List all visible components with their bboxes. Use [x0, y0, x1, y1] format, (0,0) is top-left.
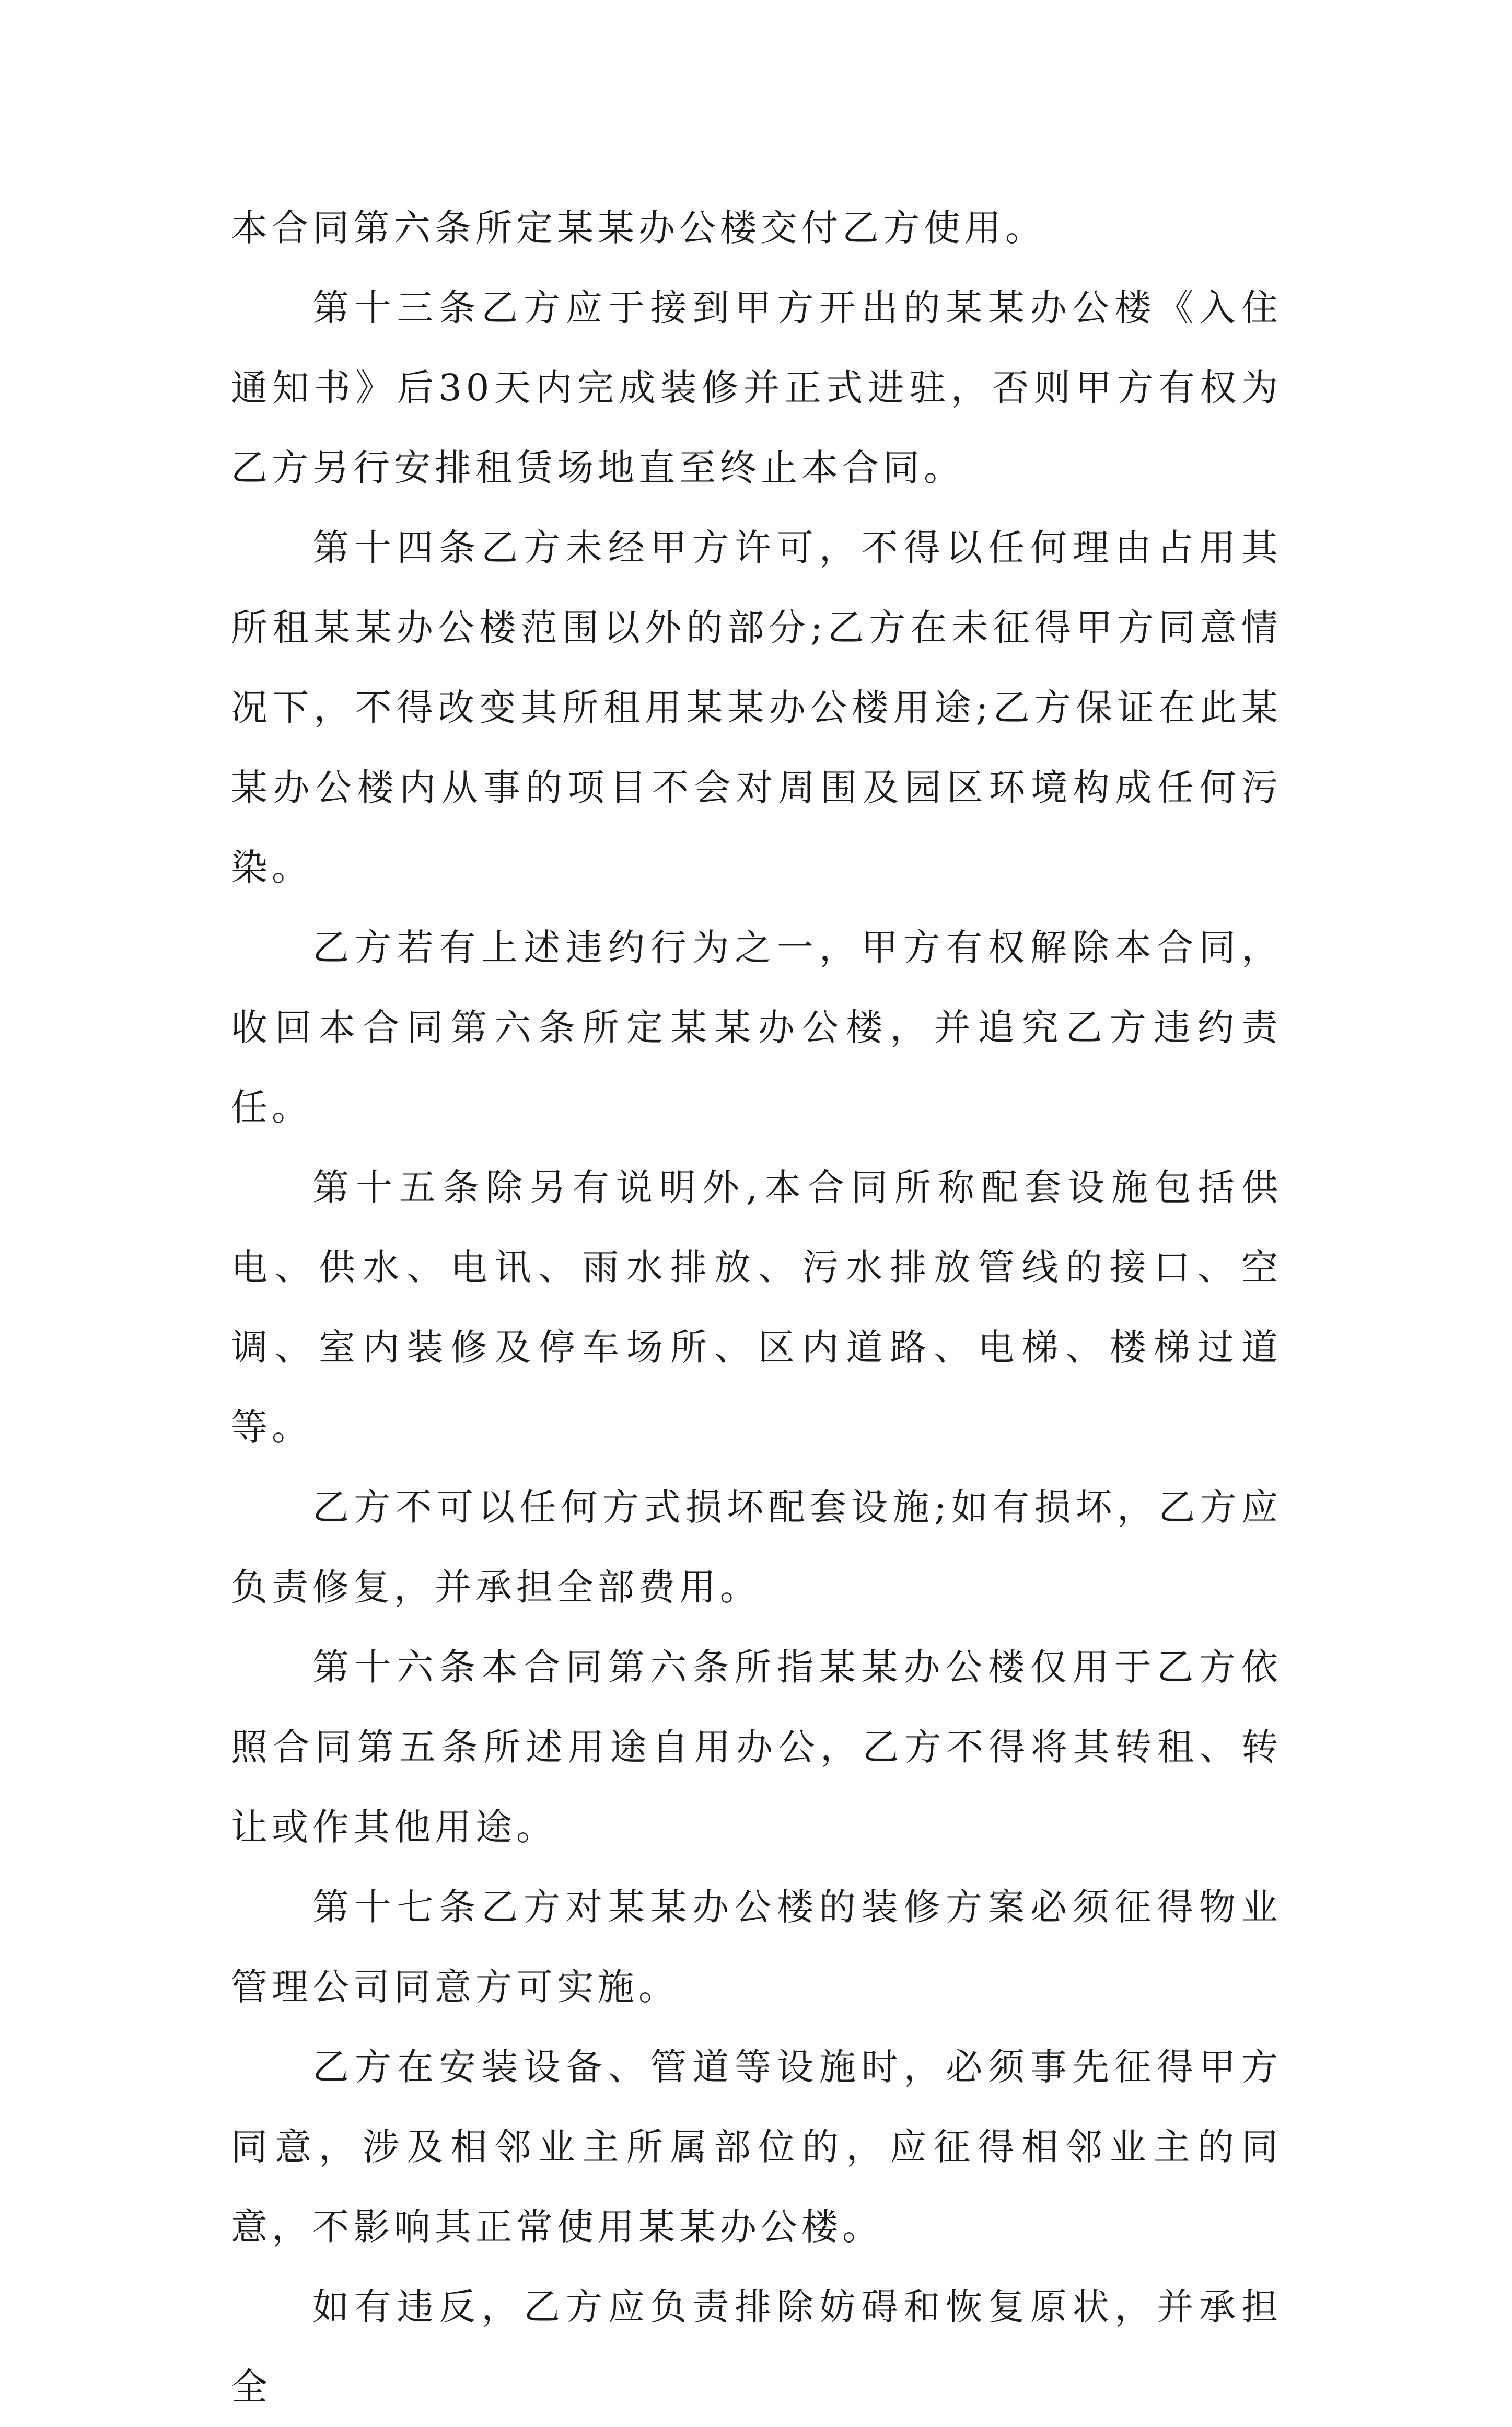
paragraph-article-14: 第十四条乙方未经甲方许可，不得以任何理由占用其所租某某办公楼范围以外的部分;乙方在未征得甲方同意情况下，不得改变其所租用某某办公楼用途;乙方保证在此某某办公楼内从事的项目不会对周围及园区环境构成任何污染。: [231, 526, 1282, 889]
paragraph-article-16: 第十六条本合同第六条所指某某办公楼仅用于乙方依照合同第五条所述用途自用办公，乙方不得将其转租、转让或作其他用途。: [231, 1646, 1282, 1848]
paragraph-article-15: 第十五条除另有说明外,本合同所称配套设施包括供电、供水、电讯、雨水排放、污水排放管线的接口、空调、室内装修及停车场所、区内道路、电梯、楼梯过道等。: [231, 1166, 1282, 1449]
document-body: [231, 188, 1282, 2427]
paragraph-article-17-violation: 如有违反，乙方应负责排除妨碍和恢复原状，并承担全: [231, 2285, 1282, 2408]
paragraph-continuation: 本合同第六条所定某某办公楼交付乙方使用。: [231, 206, 1046, 249]
paragraph-article-13: 第十三条乙方应于接到甲方开出的某某办公楼《入住通知书》后30天内完成装修并正式进驻，否则甲方有权为乙方另行安排租赁场地直至终止本合同。: [231, 286, 1282, 489]
paragraph-article-15-damage: 乙方不可以任何方式损坏配套设施;如有损坏，乙方应负责修复，并承担全部费用。: [231, 1486, 1282, 1609]
paragraph-article-14-breach: 乙方若有上述违约行为之一，甲方有权解除本合同，收回本合同第六条所定某某办公楼，并追究乙方违约责任。: [231, 926, 1282, 1129]
paragraph-article-17: 第十七条乙方对某某办公楼的装修方案必须征得物业管理公司同意方可实施。: [231, 1886, 1282, 2008]
paragraph-article-17-installation: 乙方在安装设备、管道等设施时，必须事先征得甲方同意，涉及相邻业主所属部位的，应征得相邻业主的同意，不影响其正常使用某某办公楼。: [231, 2045, 1282, 2248]
